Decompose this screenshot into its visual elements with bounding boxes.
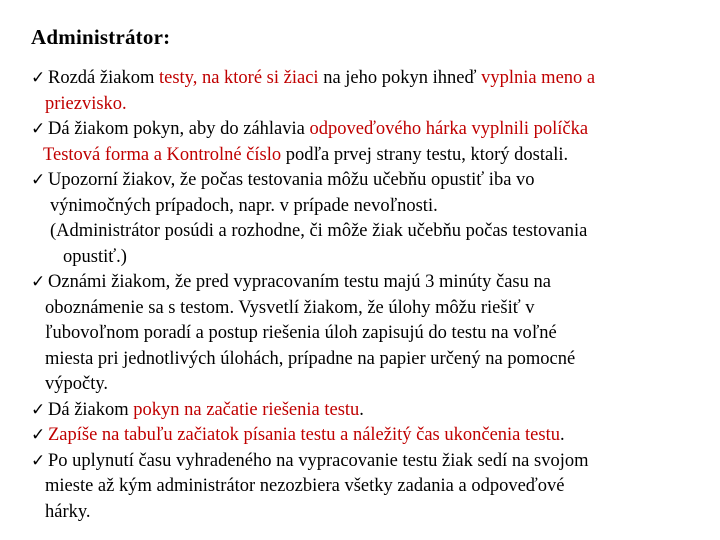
- text-segment: hárky.: [45, 501, 91, 522]
- bullet-continuation-line: [31, 500, 701, 526]
- bullet-line: [31, 270, 701, 296]
- highlighted-text: Testová forma a Kontrolné číslo: [43, 144, 282, 165]
- text-segment: výnimočných prípadoch, napr. v prípade nevoľnosti.: [50, 195, 438, 216]
- bullet-continuation-line: [31, 372, 701, 398]
- bullet-list: [31, 66, 701, 525]
- bullet-item: [31, 423, 701, 449]
- highlighted-text: Zapíše na tabuľu začiatok písania testu a náležitý čas ukončenia testu: [48, 425, 560, 445]
- text-segment: Upozorní žiakov, že počas testovania môžu učebňu opustiť iba vo: [48, 170, 535, 190]
- text-segment: podľa prvej strany testu, ktorý dostali.: [281, 144, 569, 165]
- highlighted-text: odpoveďového hárka vyplnili políčka: [309, 119, 589, 139]
- bullet-continuation-line: [31, 92, 701, 118]
- bullet-line: [31, 423, 701, 449]
- checkmark-icon: ✓: [31, 119, 46, 139]
- text-segment: opustiť.): [63, 246, 127, 267]
- bullet-continuation-line: [31, 245, 701, 271]
- bullet-continuation-line: [31, 219, 701, 245]
- highlighted-text: pokyn na začatie riešenia testu: [133, 399, 360, 420]
- bullet-continuation-line: [31, 143, 701, 169]
- highlighted-text: priezvisko.: [45, 93, 127, 114]
- checkmark-icon: ✓: [31, 450, 46, 471]
- text-segment: Dá žiakom pokyn, aby do záhlavia: [48, 119, 310, 139]
- text-segment: oboznámenie sa s testom. Vysvetlí žiakom, že úlohy môžu riešiť v: [45, 297, 535, 318]
- text-segment: ľubovoľnom poradí a postup riešenia úloh zapisujú do testu na voľné: [45, 323, 557, 343]
- bullet-continuation-line: [31, 347, 701, 373]
- bullet-item: [31, 398, 701, 424]
- text-segment: Rozdá žiakom: [48, 68, 159, 88]
- bullet-item: [31, 168, 701, 270]
- bullet-item: [31, 66, 701, 117]
- bullet-item: [31, 117, 701, 168]
- text-segment: miesta pri jednotlivých úlohách, prípadne na papier určený na pomocné: [45, 348, 576, 369]
- text-segment: na jeho pokyn ihneď: [318, 68, 482, 88]
- bullet-line: [31, 117, 701, 143]
- text-segment: .: [359, 399, 364, 420]
- checkmark-icon: ✓: [31, 399, 46, 420]
- slide-title: Administrátor:: [31, 25, 171, 49]
- highlighted-text: testy, na ktoré si žiaci: [158, 68, 319, 88]
- highlighted-text: vyplnia meno a: [481, 68, 596, 88]
- text-segment: Oznámi žiakom, že pred vypracovaním testu majú 3 minúty času na: [48, 272, 551, 292]
- checkmark-icon: ✓: [31, 425, 46, 445]
- bullet-line: [31, 168, 701, 194]
- text-segment: (Administrátor posúdi a rozhodne, či môže žiak učebňu počas testovania: [50, 221, 588, 241]
- bullet-continuation-line: [31, 474, 701, 500]
- text-segment: výpočty.: [45, 374, 109, 394]
- bullet-continuation-line: [31, 321, 701, 347]
- text-segment: Po uplynutí času vyhradeného na vypracovanie testu žiak sedí na svojom: [48, 450, 589, 471]
- bullet-continuation-line: [31, 194, 701, 220]
- checkmark-icon: ✓: [31, 272, 46, 292]
- bullet-item: [31, 449, 701, 526]
- bullet-line: [31, 449, 701, 475]
- bullet-line: [31, 398, 701, 424]
- text-segment: Dá žiakom: [48, 399, 134, 420]
- bullet-line: [31, 66, 701, 92]
- text-segment: .: [559, 425, 565, 445]
- bullet-continuation-line: [31, 296, 701, 322]
- checkmark-icon: ✓: [31, 170, 46, 190]
- text-segment: mieste až kým administrátor nezozbiera všetky zadania a odpoveďové: [45, 476, 565, 496]
- checkmark-icon: ✓: [31, 68, 46, 88]
- bullet-item: [31, 270, 701, 398]
